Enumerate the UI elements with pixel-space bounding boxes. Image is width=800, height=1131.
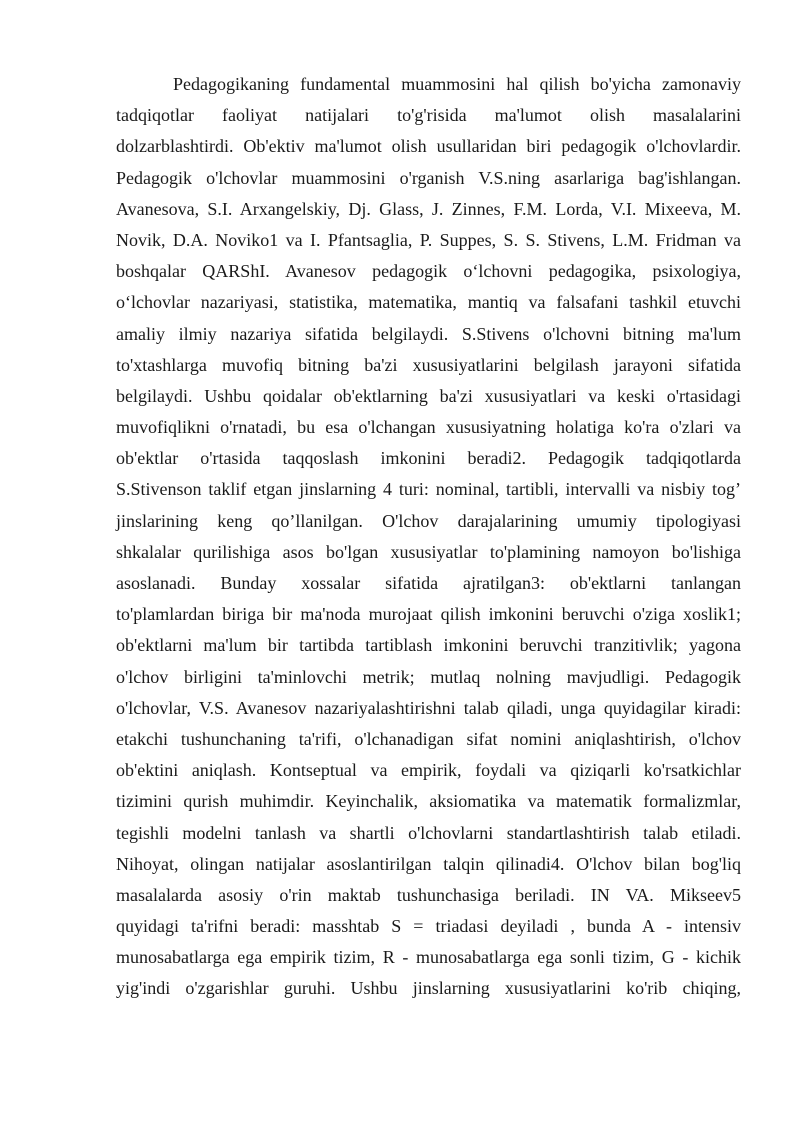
paragraph-line: tizimini qurish muhimdir. Keyinchalik, aksiomatika va matematik formalizmlar, [116,791,741,812]
paragraph-line: ob'ektini aniqlash. Kontseptual va empirik, foydali va qiziqarli ko'rsatkichlar [116,760,741,781]
paragraph-line: ob'ektlarni ma'lum bir tartibda tartiblash imkonini beruvchi tranzitivlik; yagona [116,635,741,656]
paragraph-line: shkalalar qurilishiga asos bo'lgan xususiyatlar to'plamining namoyon bo'lishiga [116,541,741,562]
paragraph-line: Pedagogik o'lchovlar muammosini o'rganish V.S.ning asarlariga bag'ishlangan. [116,167,741,188]
paragraph-line: Nihoyat, olingan natijalar asoslantirilgan talqin qilinadi4. O'lchov bilan bog'liq [116,853,741,874]
paragraph-line: Pedagogikaning fundamental muammosini hal qilish bo'yicha zamonaviy [173,74,741,94]
paragraph-line: o'lchov birligini ta'minlovchi metrik; mutlaq nolning mavjudligi. Pedagogik [116,666,741,687]
paragraph-line: to'xtashlarga muvofiq bitning ba'zi xususiyatlarini belgilash jarayoni sifatida [116,354,741,375]
paragraph-line: belgilaydi. Ushbu qoidalar ob'ektlarning ba'zi xususiyatlari va keski o'rtasidagi [116,385,741,406]
paragraph-line: etakchi tushunchaning ta'rifi, o'lchanadigan sifat nomini aniqlashtirish, o'lchov [116,728,741,749]
paragraph-line: S.Stivenson taklif etgan jinslarning 4 turi: nominal, tartibli, intervalli va nisbiy tog’ [116,479,741,500]
paragraph-line: Novik, D.A. Noviko1 va I. Pfantsaglia, P. Suppes, S. S. Stivens, L.M. Fridman va [116,229,741,250]
document-page [116,69,741,1005]
paragraph-line: asoslanadi. Bunday xossalar sifatida ajratilgan3: ob'ektlarni tanlangan [116,573,741,593]
paragraph-line: o‘lchovlar nazariyasi, statistika, matematika, mantiq va falsafani tashkil etuvchi [116,292,741,313]
paragraph-line: to'plamlardan biriga bir ma'noda murojaat qilish imkonini beruvchi o'ziga xoslik1; [116,604,741,625]
paragraph-line: tadqiqotlar faoliyat natijalari to'g'risida ma'lumot olish masalalarini [116,105,741,126]
paragraph-line: jinslarining keng qo’llanilgan. O'lchov darajalarining umumiy tipologiyasi [116,510,741,531]
paragraph-line: munosabatlarga ega empirik tizim, R - munosabatlarga ega sonli tizim, G - kichik [116,947,741,968]
paragraph-line: dolzarblashtirdi. Ob'ektiv ma'lumot olish usullaridan biri pedagogik o'lchovlardir. [116,136,741,157]
paragraph-line: amaliy ilmiy nazariya sifatida belgilaydi. S.Stivens o'lchovni bitning ma'lum [116,323,741,344]
paragraph-line: tegishli modelni tanlash va shartli o'lchovlarni standartlashtirish talab etiladi. [116,822,741,843]
paragraph-line: Avanesova, S.I. Arxangelskiy, Dj. Glass, J. Zinnes, F.M. Lorda, V.I. Mixeeva, M. [116,198,741,219]
paragraph-line: ob'ektlar o'rtasida taqqoslash imkonini beradi2. Pedagogik tadqiqotlarda [116,448,741,469]
paragraph-line: yig'indi o'zgarishlar guruhi. Ushbu jinslarning xususiyatlarini ko'rib chiqing, [116,978,741,999]
paragraph-line: boshqalar QARShI. Avanesov pedagogik o‘lchovni pedagogika, psixologiya, [116,261,741,282]
paragraph-line: muvofiqlikni o'rnatadi, bu esa o'lchangan xususiyatning holatiga ko'ra o'zlari va [116,417,741,438]
paragraph-line: o'lchovlar, V.S. Avanesov nazariyalashtirishni talab qiladi, unga quyidagilar kiradi: [116,697,741,718]
paragraph-line: masalalarda asosiy o'rin maktab tushunchasiga beriladi. IN VA. Mikseev5 [116,884,741,905]
paragraph-line: quyidagi ta'rifni beradi: masshtab S = triadasi deyiladi , bunda A - intensiv [116,916,741,937]
